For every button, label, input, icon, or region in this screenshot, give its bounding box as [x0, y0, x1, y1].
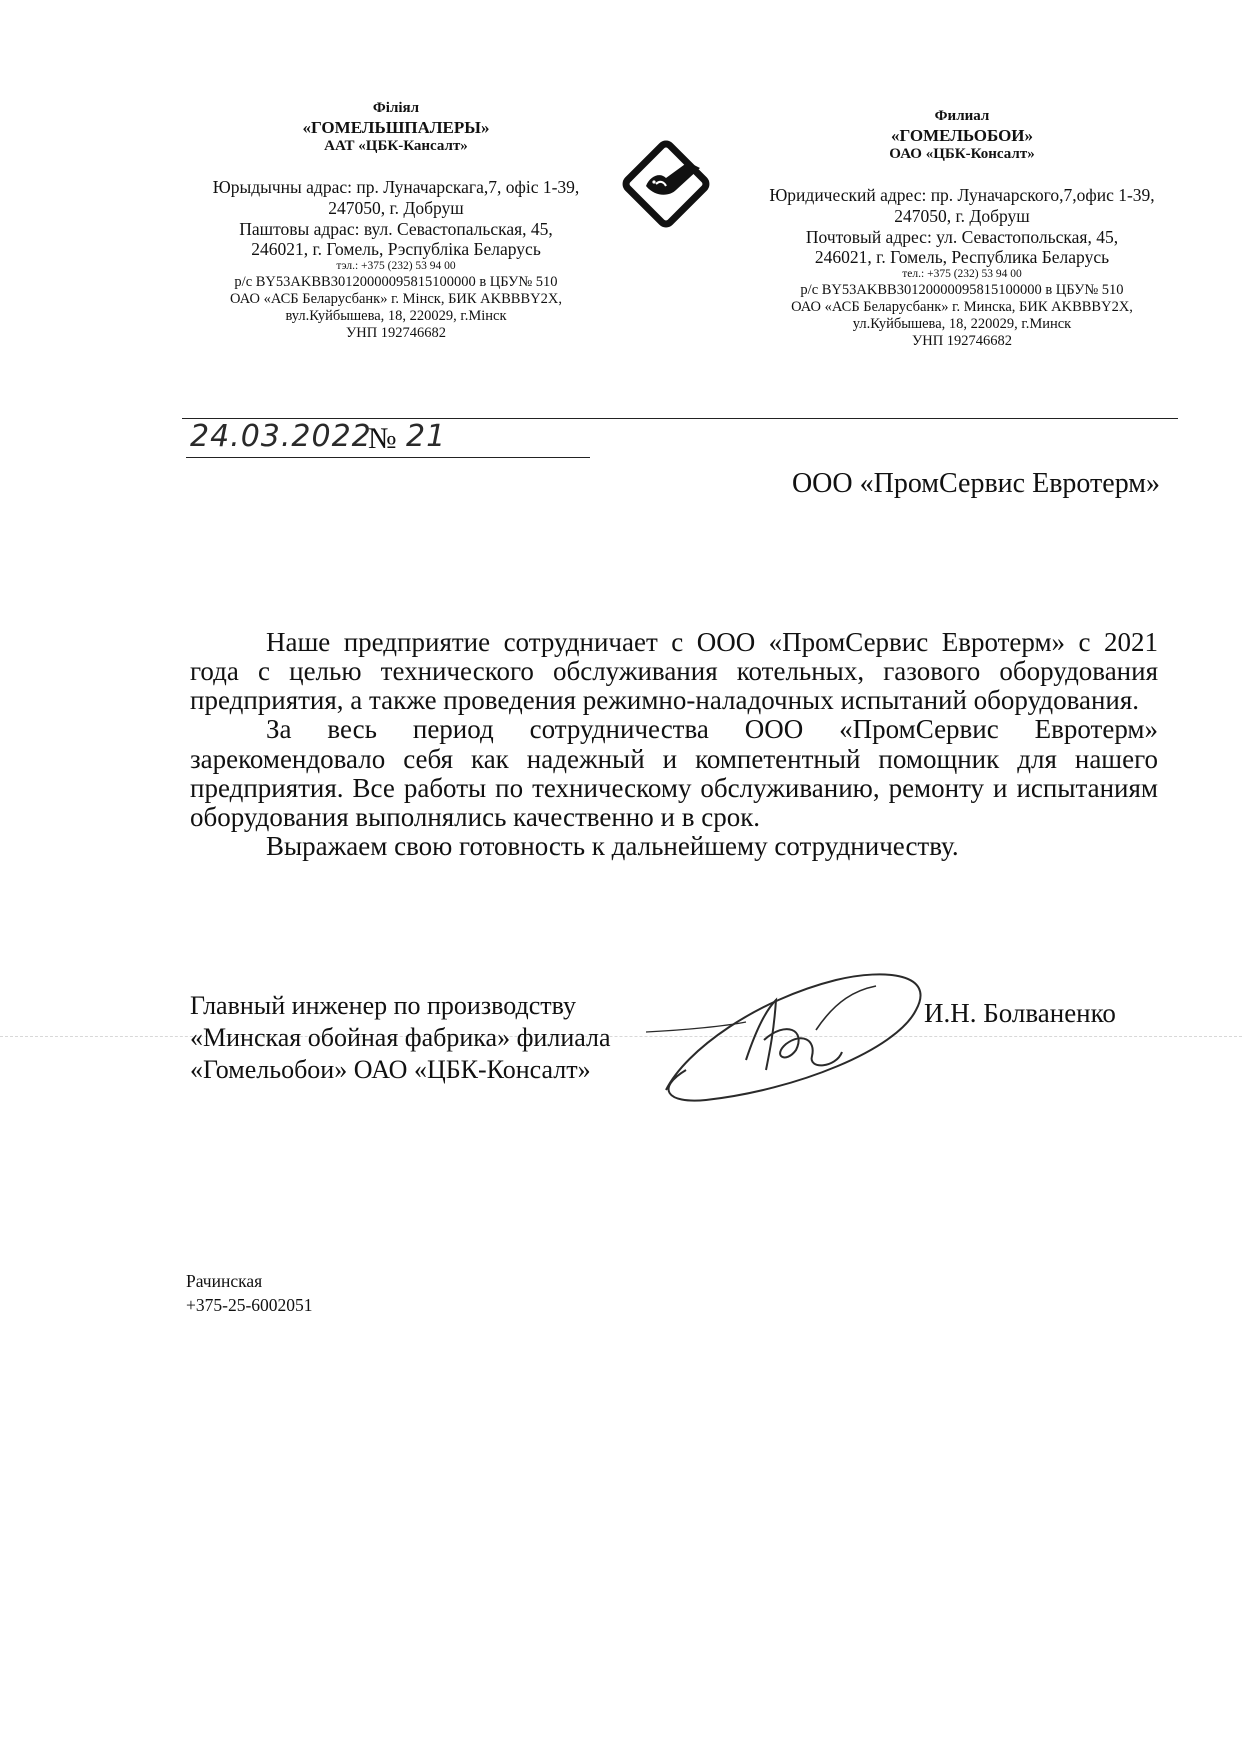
recipient: ООО «ПромСервис Евротерм»	[791, 468, 1160, 499]
position-line-1: Главный инженер по производству	[190, 991, 576, 1020]
right-account: р/с BY53AKBB30120000095815100000 в ЦБУ№ 510	[800, 281, 1124, 298]
reference-line	[186, 420, 590, 460]
left-bank-address: вул.Куйбышева, 18, 220029, г.Мінск	[285, 307, 507, 324]
left-letterhead	[196, 100, 596, 342]
company-logo-icon	[616, 138, 716, 230]
signer-position	[190, 990, 611, 1087]
left-legal-address-2: 247050, г. Добруш	[328, 198, 464, 219]
right-tel: тел.: +375 (232) 53 94 00	[902, 267, 1022, 280]
right-company: ОАО «ЦБК-Консалт»	[889, 145, 1035, 162]
reference-number: 21	[406, 419, 447, 454]
left-bank: ОАО «АСБ Беларусбанк» г. Мінск, БИК AKBBBY2X,	[230, 290, 562, 307]
left-unp: УНП 192746682	[345, 324, 447, 341]
scan-artifact-line	[0, 1036, 1242, 1037]
right-postal-address-2: 246021, г. Гомель, Республика Беларусь	[814, 247, 1110, 268]
reference-underline	[186, 457, 590, 458]
left-tel: тэл.: +375 (232) 53 94 00	[336, 259, 456, 272]
right-bank: ОАО «АСБ Беларусбанк» г. Минска, БИК AKBBBY2X,	[791, 298, 1133, 315]
contact-name: Рачинская	[186, 1271, 263, 1291]
right-org-name: «ГОМЕЛЬОБОИ»	[890, 125, 1034, 145]
body-paragraph-3: Выражаем свою готовность к дальнейшему сотрудничеству.	[266, 831, 959, 862]
signer-name: И.Н. Болваненко	[924, 998, 1116, 1028]
body-paragraph-2: За весь период сотрудничества ООО «ПромСервис Евротерм» зарекомендовало себя как надежный и компетентный помощник для нашего предприятия. Все работы по техническому обслуживанию, ремонту и испытаниям оборудования выполнялись качественно и в срок.	[190, 714, 1158, 832]
left-account: р/с BY53AKBB30120000095815100000 в ЦБУ№ 510	[234, 273, 558, 290]
right-postal-address-1: Почтовый адрес: ул. Севастопольская, 45,	[805, 226, 1119, 247]
left-postal-address-1: Паштовы адрас: вул. Севастопальская, 45,	[239, 218, 553, 239]
left-company: ААТ «ЦБК-Кансалт»	[324, 137, 468, 154]
contact-block	[186, 1270, 313, 1317]
right-legal-address-2: 247050, г. Добруш	[894, 206, 1030, 227]
right-unp: УНП 192746682	[911, 332, 1013, 349]
handwritten-signature-icon	[646, 960, 946, 1110]
left-legal-address-1: Юрыдычны адрас: пр. Луначарскага,7, офіс 1-39,	[212, 177, 580, 198]
contact-phone: +375-25-6002051	[186, 1294, 313, 1315]
right-legal-address-1: Юридический адрес: пр. Луначарского,7,офис 1-39,	[769, 185, 1155, 206]
letter-body	[190, 628, 1158, 861]
right-letterhead	[752, 108, 1172, 350]
left-postal-address-2: 246021, г. Гомель, Рэспубліка Беларусь	[251, 239, 541, 260]
number-sign: №	[368, 422, 397, 455]
position-line-3: «Гомельобои» ОАО «ЦБК-Консалт»	[190, 1055, 591, 1085]
position-line-2: «Минская обойная фабрика» филиала	[190, 1023, 611, 1053]
reference-date: 24.03.2022	[190, 419, 372, 454]
body-paragraph-1: Наше предприятие сотрудничает с ООО «ПромСервис Евротерм» с 2021 года с целью технического обслуживания котельных, газового оборудования предприятия, а также проведения режимно-наладочных испытаний оборудования.	[190, 627, 1158, 716]
right-branch: Филиал	[934, 108, 990, 124]
left-branch: Філіял	[372, 100, 420, 116]
right-bank-address: ул.Куйбышева, 18, 220029, г.Минск	[852, 315, 1072, 332]
left-org-name: «ГОМЕЛЬШПАЛЕРЫ»	[302, 117, 490, 137]
